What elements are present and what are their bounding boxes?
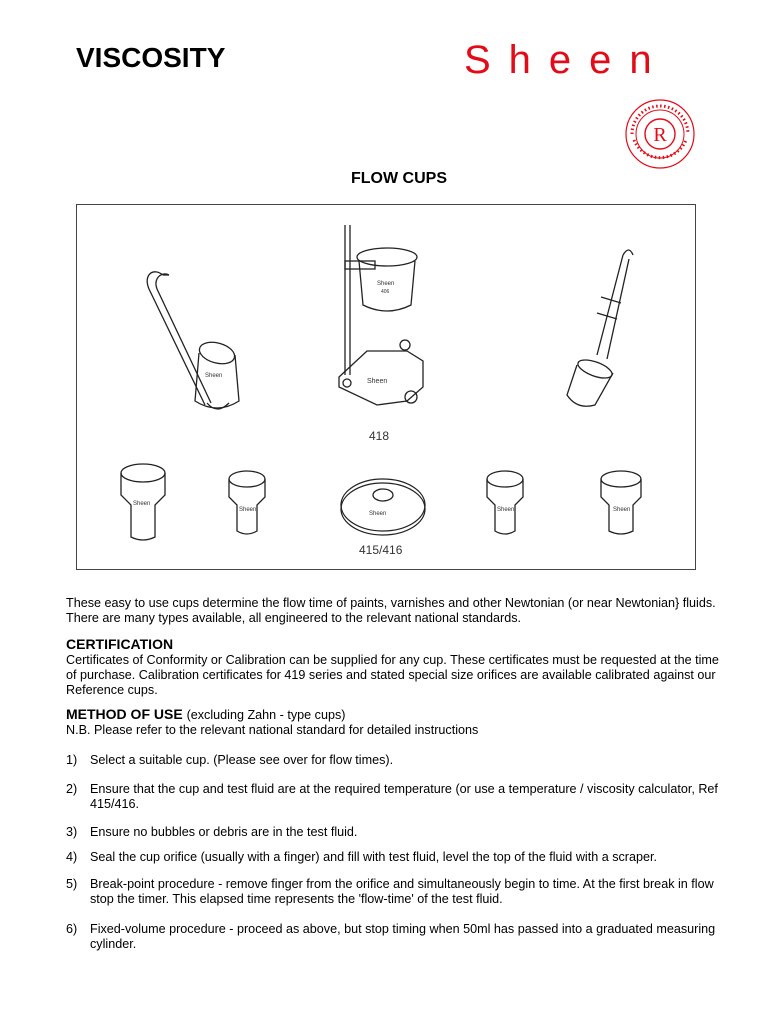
step-number: 1) — [66, 753, 78, 767]
cup-419-icon — [601, 471, 641, 534]
product-illustration — [76, 204, 696, 570]
method-title-text: METHOD OF USE — [66, 706, 183, 722]
calculator-415-416-icon — [341, 479, 425, 535]
step-text: Fixed-volume procedure - proceed as above, but stop timing when 50ml has passed into a graduated measuring cylinder. — [90, 922, 716, 951]
flow-cups-drawing — [77, 205, 695, 569]
step-text: Select a suitable cup. (Please see over for flow times). — [90, 753, 394, 767]
certification-title: CERTIFICATION — [66, 636, 174, 652]
step-number: 5) — [66, 877, 78, 891]
dip-cup-410-icon — [147, 272, 239, 409]
svg-text:Sheen: Sheen — [497, 507, 515, 513]
svg-text:R: R — [653, 124, 667, 146]
step-number: 2) — [66, 782, 78, 796]
cup-401-icon — [229, 471, 265, 534]
figure-label-418: 418 — [369, 429, 390, 443]
svg-text:Sheen: Sheen — [239, 507, 257, 513]
svg-text:Sheen: Sheen — [367, 378, 388, 385]
dip-cup-417-icon — [567, 250, 633, 406]
figure-label-415-416: 415/416 — [359, 543, 403, 557]
brand-logo-text: Sheen — [464, 38, 670, 82]
intro-paragraph: These easy to use cups determine the flow time of paints, varnishes and other Newtonian (or near Newtonian} fluids. There are many types available, all engineered to the relevant national standards. — [66, 596, 716, 625]
step-number: 4) — [66, 850, 78, 864]
step-text: Ensure no bubbles or debris are in the test fluid. — [90, 825, 358, 839]
method-note: N.B. Please refer to the relevant national standard for detailed instructions — [66, 723, 479, 737]
step-text: Break-point procedure - remove finger from the orifice and simultaneously begin to time. At the first break in flow stop the timer. This elapsed time represents the 'flow-time' of the test fluid. — [90, 877, 714, 906]
step-text: Ensure that the cup and test fluid are at the required temperature (or use a temperature / viscosity calculator, Ref 415/416. — [90, 782, 718, 811]
cup-404-icon — [487, 471, 523, 534]
section-heading: FLOW CUPS — [351, 170, 447, 187]
svg-text:Sheen: Sheen — [613, 507, 631, 513]
svg-text:Sheen: Sheen — [377, 281, 395, 287]
page-title: VISCOSITY — [76, 42, 226, 73]
svg-text:Sheen: Sheen — [369, 511, 387, 517]
cup-417-icon — [121, 464, 165, 540]
method-subtitle: (excluding Zahn - type cups) — [186, 708, 346, 722]
step-number: 3) — [66, 825, 78, 839]
quality-seal-icon — [622, 96, 698, 172]
method-title — [66, 706, 345, 722]
certification-body: Certificates of Conformity or Calibration can be supplied for any cup. These certificates must be requested at the time of purchase. Calibration certificates for 419 series and stated special size orifices are available calibrated against our Reference cups. — [66, 653, 719, 697]
step-number: 6) — [66, 922, 78, 936]
stand-418-icon — [339, 225, 423, 405]
svg-text:Sheen: Sheen — [133, 501, 151, 507]
svg-text:406: 406 — [381, 289, 390, 295]
step-text: Seal the cup orifice (usually with a finger) and fill with test fluid, level the top of the fluid with a scraper. — [90, 850, 658, 864]
svg-text:Sheen: Sheen — [205, 373, 223, 379]
